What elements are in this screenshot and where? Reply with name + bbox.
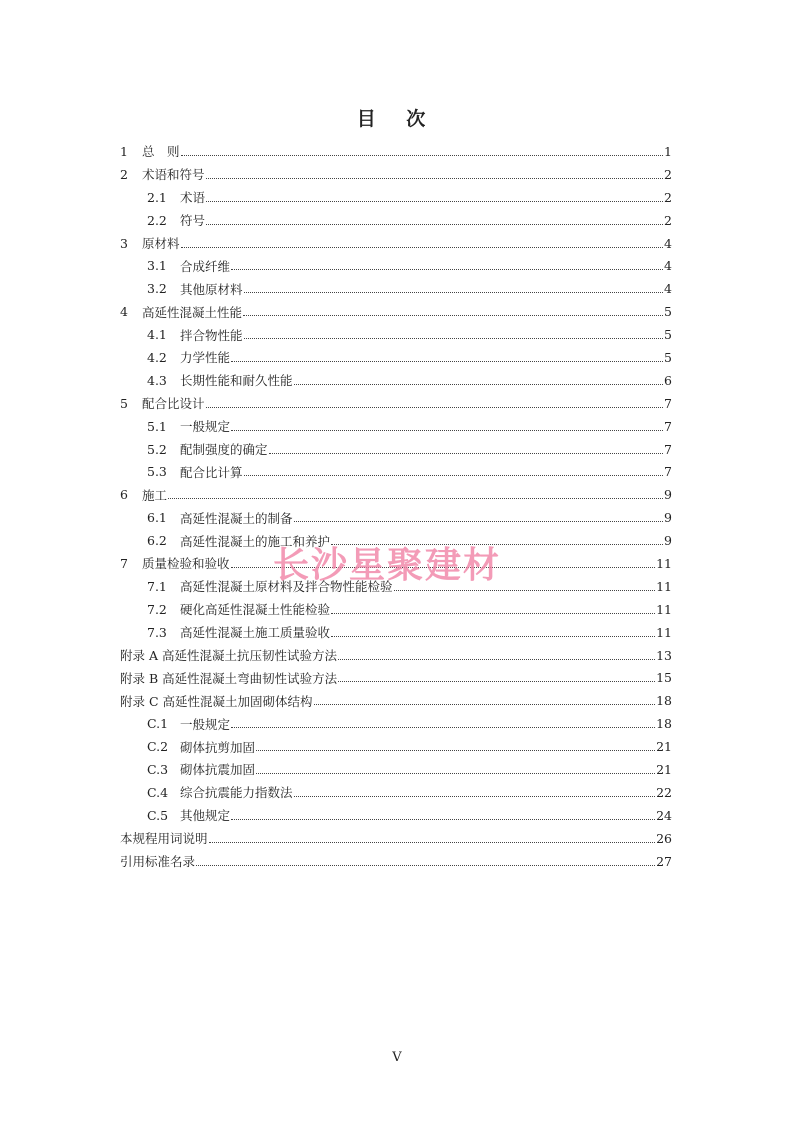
toc-entry-title: 砌体抗震加固 (180, 762, 256, 778)
toc-entry[interactable] (120, 850, 672, 873)
toc-entry[interactable] (120, 438, 672, 461)
toc-entry-page: 5 (664, 349, 672, 365)
toc-entry-number: 7.1 (147, 578, 167, 594)
toc-entry[interactable] (120, 232, 672, 255)
toc-entry[interactable] (120, 415, 672, 438)
toc-entry-number: C.1 (147, 716, 169, 732)
toc-leader-dots (294, 384, 664, 385)
page-title: 目 次 (356, 108, 438, 130)
toc-entry-title: 硬化高延性混凝土性能检验 (180, 602, 331, 618)
toc-entry-title: 高延性混凝土施工质量验收 (180, 625, 331, 641)
toc-entry-title: 其他原材料 (180, 281, 243, 297)
toc-entry-title: 质量检验和验收 (142, 556, 230, 572)
toc-entry-title: 术语 (180, 190, 206, 206)
toc-entry[interactable] (120, 598, 672, 621)
toc-entry[interactable] (120, 209, 672, 232)
toc-entry-title: 原材料 (142, 236, 180, 251)
page-number: V (392, 1050, 402, 1065)
toc-entry[interactable] (120, 804, 672, 827)
toc-entry-number: 4.3 (147, 372, 167, 388)
toc-entry-number: 6.2 (147, 533, 167, 549)
toc-entry-page: 5 (664, 304, 672, 320)
toc-leader-dots (206, 224, 663, 225)
toc-leader-dots (331, 613, 655, 614)
toc-entry-number: C.2 (147, 739, 169, 755)
toc-entry-page: 24 (656, 807, 672, 823)
toc-entry-number: 附录 C (120, 693, 159, 709)
toc-entry-number: 4.1 (147, 327, 167, 343)
toc-entry[interactable] (120, 140, 672, 163)
toc-leader-dots (244, 338, 664, 339)
toc-entry-number: 附录 A (120, 648, 159, 664)
toc-entry-page: 18 (656, 716, 672, 732)
toc-leader-dots (231, 269, 663, 270)
toc-leader-dots (231, 727, 655, 728)
toc-entry-number: 4 (120, 304, 128, 320)
toc-entry-number: 7.2 (147, 601, 167, 617)
toc-entry-page: 11 (656, 555, 672, 571)
toc-entry-number: 2.2 (147, 212, 167, 228)
toc-entry[interactable] (120, 460, 672, 483)
toc-entry-page: 21 (656, 761, 672, 777)
toc-leader-dots (256, 773, 655, 774)
toc-leader-dots (231, 361, 663, 362)
toc-entry-page: 22 (656, 784, 672, 800)
toc-entry-number: 2 (120, 166, 128, 182)
toc-entry[interactable] (120, 300, 672, 323)
toc-entry-page: 9 (664, 533, 672, 549)
toc-entry-page: 15 (656, 670, 672, 686)
toc-entry-page: 4 (664, 258, 672, 274)
toc-entry[interactable] (120, 369, 672, 392)
toc-entry-title: 高延性混凝土的施工和养护 (180, 533, 331, 549)
toc-leader-dots (196, 865, 655, 866)
toc-leader-dots (331, 636, 655, 637)
toc-entry-title: 施工 (142, 487, 168, 503)
toc-entry[interactable] (120, 689, 672, 712)
toc-entry-page: 21 (656, 739, 672, 755)
toc-entry-page: 6 (664, 372, 672, 388)
toc-entry-number: 5.2 (147, 441, 167, 457)
toc-entry[interactable] (120, 735, 672, 758)
toc-entry-number: C.4 (147, 784, 169, 800)
toc-entry-page: 4 (664, 281, 672, 297)
toc-entry-number: 1 (120, 143, 128, 159)
toc-entry-page: 7 (664, 441, 672, 457)
toc-entry-title: 配合比计算 (180, 464, 243, 480)
toc-entry-page: 9 (664, 510, 672, 526)
toc-entry[interactable] (120, 483, 672, 506)
toc-leader-dots (244, 292, 664, 293)
toc-entry-number: 7 (120, 555, 128, 571)
toc-leader-dots (338, 659, 655, 660)
toc-entry-page: 7 (664, 395, 672, 411)
toc-entry-number: 附录 B (120, 670, 159, 686)
toc-leader-dots (181, 247, 664, 248)
toc-entry-page: 2 (664, 189, 672, 205)
toc-entry-page: 11 (656, 578, 672, 594)
toc-entry-title: 高延性混凝土原材料及拌合物性能检验 (180, 579, 393, 595)
toc-entry[interactable] (120, 758, 672, 781)
toc-entry-number: 3.1 (147, 258, 167, 274)
toc-leader-dots (206, 407, 664, 408)
toc-entry-number: 6.1 (147, 510, 167, 526)
toc-entry[interactable] (120, 186, 672, 209)
toc-entry-number: 3.2 (147, 281, 167, 297)
toc-entry-number: 3 (120, 235, 128, 251)
toc-entry-title: 一般规定 (180, 419, 231, 435)
toc-entry-page: 5 (664, 327, 672, 343)
toc-entry-title: 符号 (180, 213, 206, 229)
toc-entry-page: 2 (664, 212, 672, 228)
toc-entry-title: 总 则 (142, 144, 180, 160)
toc-entry-page: 1 (664, 143, 672, 159)
toc-leader-dots (269, 453, 664, 454)
toc-entry-title: 术语和符号 (142, 167, 205, 183)
toc-entry-title: 配合比设计 (142, 396, 205, 412)
toc-leader-dots (209, 842, 656, 843)
toc-leader-dots (294, 796, 656, 797)
toc-entry[interactable] (120, 163, 672, 186)
toc-entry[interactable] (120, 254, 672, 277)
toc-entry[interactable] (120, 781, 672, 804)
toc-leader-dots (231, 819, 655, 820)
toc-entry-page: 13 (656, 647, 672, 663)
toc-entry-title: 综合抗震能力指数法 (180, 785, 293, 801)
table-of-contents (120, 140, 672, 873)
toc-entry-title: 其他规定 (180, 808, 231, 824)
toc-entry-title: 高延性混凝土抗压韧性试验方法 (162, 648, 338, 664)
toc-leader-dots (231, 430, 663, 431)
toc-entry-number: C.5 (147, 807, 169, 823)
toc-entry-title: 引用标准名录 (120, 854, 196, 870)
watermark: 长沙星聚建材 (273, 545, 502, 586)
toc-leader-dots (181, 155, 664, 156)
toc-entry-number: 6 (120, 487, 128, 503)
toc-entry-title: 合成纤维 (180, 258, 231, 274)
toc-entry[interactable] (120, 644, 672, 667)
toc-entry-page: 27 (656, 853, 672, 869)
toc-entry-title: 砌体抗剪加固 (180, 739, 256, 755)
toc-entry-page: 18 (656, 693, 672, 709)
toc-entry-number: 2.1 (147, 189, 167, 205)
toc-entry-title: 长期性能和耐久性能 (180, 373, 293, 389)
toc-entry-page: 26 (656, 830, 672, 846)
toc-entry-page: 4 (664, 235, 672, 251)
toc-leader-dots (294, 521, 664, 522)
toc-entry-title: 配制强度的确定 (180, 442, 268, 458)
toc-entry[interactable] (120, 277, 672, 300)
toc-entry[interactable] (120, 346, 672, 369)
toc-entry-page: 7 (664, 464, 672, 480)
toc-leader-dots (206, 178, 664, 179)
toc-leader-dots (206, 201, 663, 202)
toc-leader-dots (394, 590, 656, 591)
toc-entry-page: 2 (664, 166, 672, 182)
toc-entry[interactable] (120, 506, 672, 529)
toc-entry-page: 11 (656, 601, 672, 617)
toc-entry-page: 7 (664, 418, 672, 434)
toc-leader-dots (338, 681, 655, 682)
toc-entry-title: 力学性能 (180, 350, 231, 366)
toc-entry-number: 7.3 (147, 624, 167, 640)
toc-entry-number: 5.3 (147, 464, 167, 480)
toc-leader-dots (168, 498, 663, 499)
toc-leader-dots (314, 704, 656, 705)
toc-entry-title: 高延性混凝土加固砌体结构 (162, 693, 313, 709)
toc-entry[interactable] (120, 666, 672, 689)
toc-leader-dots (244, 475, 664, 476)
toc-entry[interactable] (120, 712, 672, 735)
toc-entry-number: 5 (120, 395, 128, 411)
toc-entry-page: 9 (664, 487, 672, 503)
toc-entry-title: 拌合物性能 (180, 327, 243, 343)
toc-leader-dots (243, 315, 663, 316)
toc-entry-number: 4.2 (147, 349, 167, 365)
toc-entry-title: 一般规定 (180, 716, 231, 732)
toc-entry-title: 高延性混凝土性能 (142, 304, 243, 320)
toc-entry[interactable] (120, 323, 672, 346)
toc-entry[interactable] (120, 621, 672, 644)
toc-entry-number: 5.1 (147, 418, 167, 434)
toc-entry-title: 本规程用词说明 (120, 831, 208, 847)
toc-entry-page: 11 (656, 624, 672, 640)
toc-leader-dots (256, 750, 655, 751)
toc-entry-title: 高延性混凝土弯曲韧性试验方法 (162, 670, 338, 686)
toc-entry[interactable] (120, 827, 672, 850)
toc-entry-number: C.3 (147, 761, 169, 777)
toc-entry[interactable] (120, 392, 672, 415)
toc-entry-title: 高延性混凝土的制备 (180, 510, 293, 526)
